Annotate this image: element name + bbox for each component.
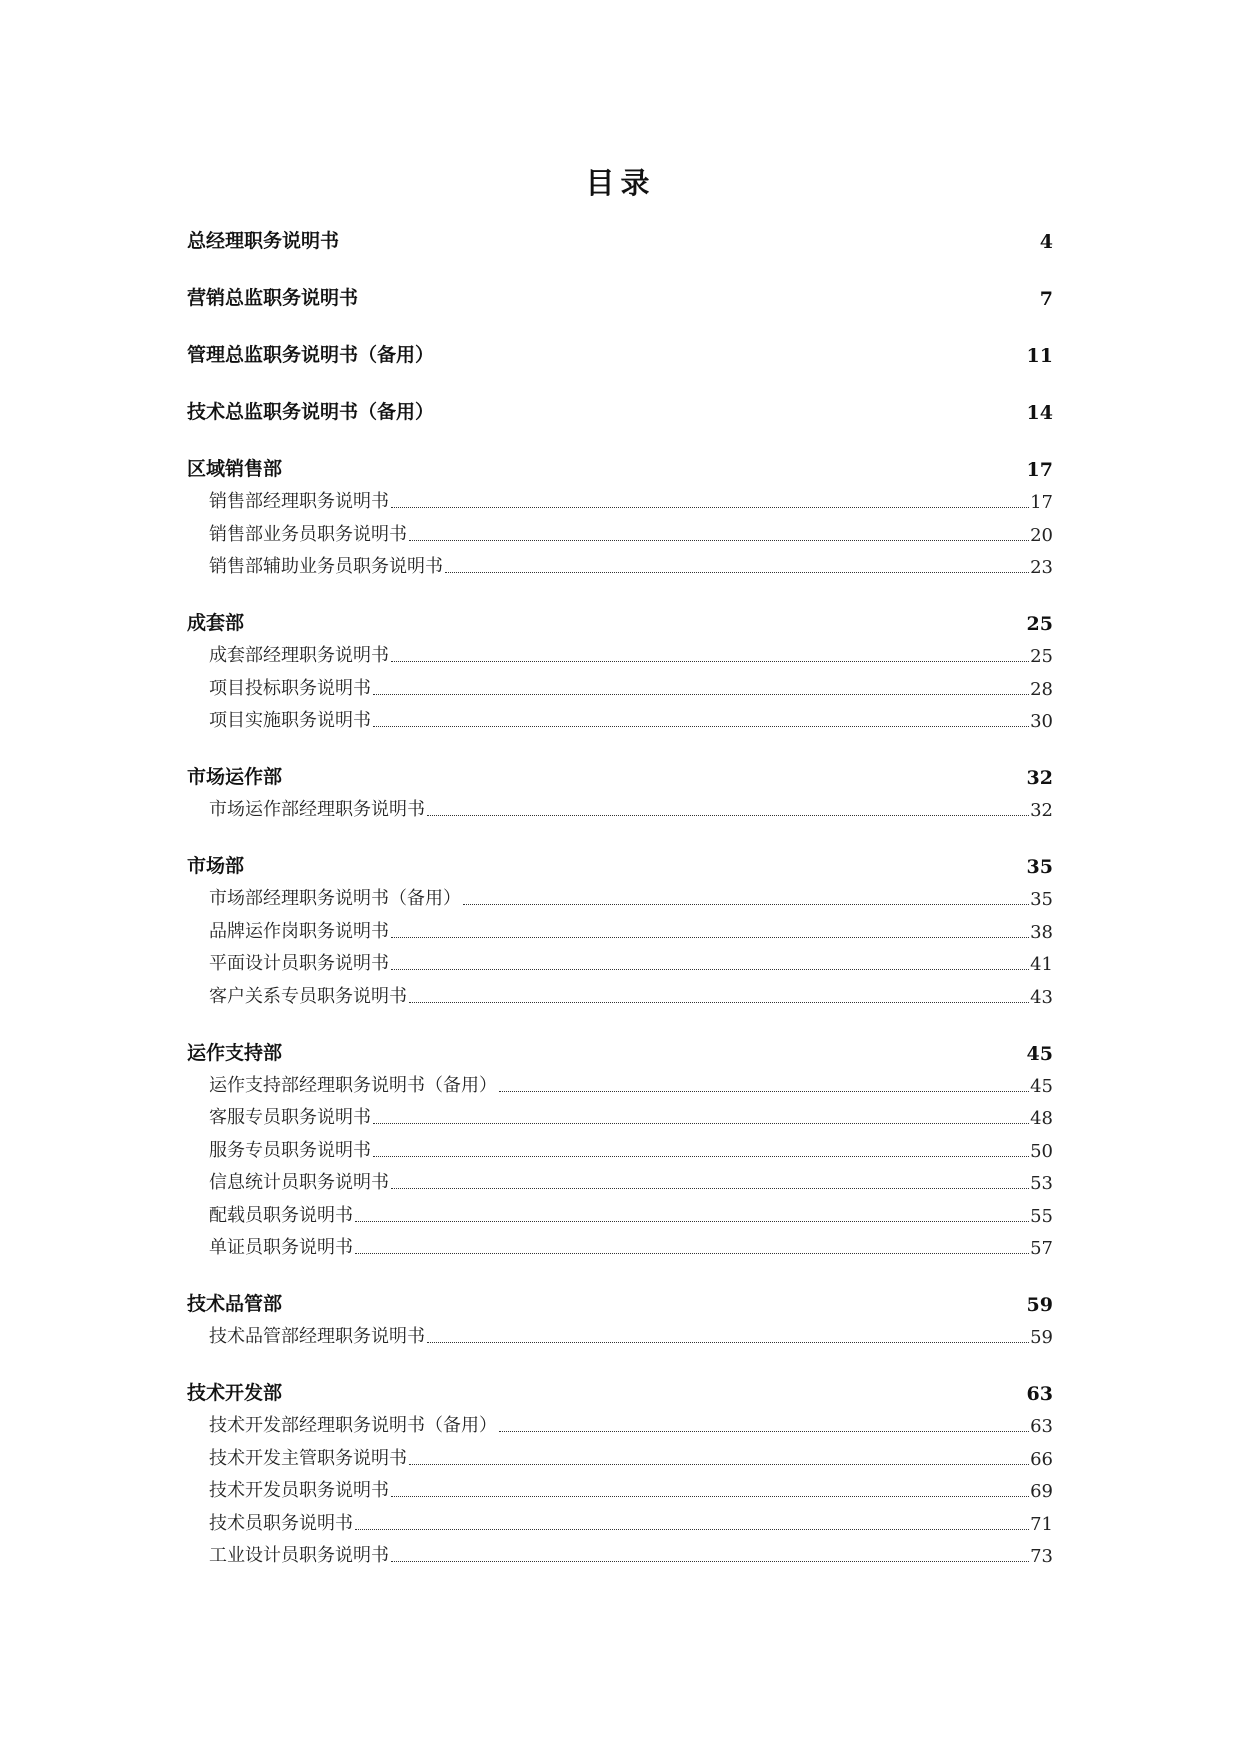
toc-page-number: 17: [1026, 459, 1053, 481]
toc-entry-label: 运作支持部: [187, 1041, 283, 1064]
toc-subentry-label: 品牌运作岗职务说明书: [209, 920, 389, 942]
toc-section: [187, 1039, 1053, 1260]
toc-subentry-label: 项目投标职务说明书: [209, 677, 371, 699]
toc-page-number: 41: [1030, 954, 1053, 975]
toc-page-number: 59: [1026, 1294, 1053, 1316]
toc-subentry[interactable]: [187, 556, 1053, 578]
toc-section: [187, 852, 1053, 1008]
toc-page-number: 63: [1026, 1383, 1053, 1405]
toc-subentry[interactable]: [187, 1326, 1053, 1348]
dot-leader: [373, 1123, 1029, 1124]
toc-page-number: 43: [1030, 986, 1053, 1008]
toc-entry-label: 营销总监职务说明书: [187, 287, 359, 309]
dot-leader: [391, 507, 1029, 508]
toc-subentry[interactable]: [187, 710, 1053, 732]
toc-page-number: 38: [1030, 921, 1053, 943]
toc-subentry-label: 平面设计员职务说明书: [209, 953, 389, 974]
toc-subentry[interactable]: [187, 953, 1053, 975]
toc-page-number: 35: [1026, 856, 1053, 878]
toc-subentry-label: 客服专员职务说明书: [209, 1107, 371, 1128]
toc-section-heading[interactable]: [187, 1039, 1053, 1065]
toc-section-heading[interactable]: [187, 763, 1053, 789]
toc-page-number: 45: [1026, 1042, 1053, 1065]
toc-subentry-label: 销售部业务员职务说明书: [209, 523, 407, 545]
dot-leader: [391, 969, 1029, 970]
toc-page-number: 55: [1030, 1205, 1053, 1227]
toc-subentry[interactable]: [187, 645, 1053, 667]
toc-entry-label: 技术品管部: [187, 1293, 283, 1315]
toc-subentry[interactable]: [187, 1513, 1053, 1535]
toc-page-number: 71: [1030, 1513, 1053, 1535]
toc-subentry-label: 项目实施职务说明书: [209, 710, 371, 731]
dot-leader: [355, 1221, 1029, 1222]
toc-subentry-label: 运作支持部经理职务说明书（备用）: [209, 1074, 497, 1096]
toc-section-heading[interactable]: [187, 609, 1053, 635]
toc-page-number: 48: [1030, 1108, 1053, 1129]
toc-entry[interactable]: [187, 341, 1053, 367]
toc-entry-label: 总经理职务说明书: [187, 230, 340, 252]
toc-subentry[interactable]: [187, 921, 1053, 943]
toc-subentry[interactable]: [187, 524, 1053, 546]
dot-leader: [445, 572, 1029, 573]
toc-page-number: 17: [1030, 492, 1053, 513]
toc-subentry-label: 技术开发部经理职务说明书（备用）: [209, 1415, 497, 1436]
dot-leader: [391, 937, 1029, 938]
toc-subentry[interactable]: [187, 491, 1053, 513]
toc-page-number: 32: [1030, 800, 1053, 821]
toc-subentry[interactable]: [187, 1545, 1053, 1567]
toc-section: [187, 1290, 1053, 1348]
toc-subentry-label: 销售部经理职务说明书: [209, 491, 389, 512]
dot-leader: [427, 815, 1029, 816]
toc-entry-label: 区域销售部: [187, 458, 283, 480]
toc-entry-label: 管理总监职务说明书（备用）: [187, 344, 435, 366]
dot-leader: [355, 1529, 1029, 1530]
toc-section-heading[interactable]: [187, 1290, 1053, 1316]
toc-page-number: 28: [1030, 678, 1053, 700]
dot-leader: [355, 1253, 1029, 1254]
toc-entry-label: 技术开发部: [187, 1382, 283, 1404]
toc-page-number: 7: [1039, 288, 1053, 310]
toc-subentry-label: 客户关系专员职务说明书: [209, 985, 407, 1007]
dot-leader: [409, 1464, 1029, 1465]
dot-leader: [409, 540, 1029, 541]
toc-section: [187, 1379, 1053, 1567]
toc-section-heading[interactable]: [187, 852, 1053, 878]
toc-subentry-label: 技术员职务说明书: [209, 1512, 353, 1534]
table-of-contents: [187, 227, 1053, 1598]
toc-entry-label: 市场部: [187, 855, 245, 877]
toc-page-number: 63: [1030, 1416, 1053, 1437]
toc-subentry[interactable]: [187, 888, 1053, 910]
dot-leader: [499, 1091, 1029, 1092]
dot-leader: [391, 1188, 1029, 1189]
toc-subentry[interactable]: [187, 1237, 1053, 1259]
toc-page-number: 57: [1030, 1238, 1053, 1259]
toc-subentry-label: 技术品管部经理职务说明书: [209, 1326, 425, 1347]
toc-page-number: 73: [1030, 1546, 1053, 1567]
toc-entry[interactable]: [187, 398, 1053, 424]
toc-page-number: 32: [1026, 767, 1053, 789]
toc-subentry[interactable]: [187, 1075, 1053, 1097]
toc-section-heading[interactable]: [187, 1379, 1053, 1405]
toc-entry-label: 成套部: [187, 612, 245, 634]
toc-subentry-label: 工业设计员职务说明书: [209, 1545, 389, 1566]
dot-leader: [373, 694, 1029, 695]
toc-section: [187, 609, 1053, 732]
toc-subentry-label: 技术开发主管职务说明书: [209, 1447, 407, 1469]
toc-page-number: 50: [1030, 1140, 1053, 1162]
toc-subentry[interactable]: [187, 1140, 1053, 1162]
toc-page-number: 30: [1030, 711, 1053, 732]
toc-page-number: 45: [1030, 1075, 1053, 1097]
toc-subentry[interactable]: [187, 1415, 1053, 1437]
dot-leader: [463, 904, 1029, 905]
toc-subentry-label: 市场部经理职务说明书（备用）: [209, 888, 461, 909]
toc-entry[interactable]: [187, 227, 1053, 253]
dot-leader: [391, 1496, 1029, 1497]
toc-subentry-label: 服务专员职务说明书: [209, 1139, 371, 1161]
toc-subentry[interactable]: [187, 1480, 1053, 1502]
toc-section: [187, 455, 1053, 578]
dot-leader: [499, 1431, 1029, 1432]
toc-page-number: 69: [1030, 1481, 1053, 1502]
toc-subentry[interactable]: [187, 1107, 1053, 1129]
toc-page-number: 35: [1030, 889, 1053, 910]
toc-page-number: 20: [1030, 524, 1053, 546]
toc-title: 目录: [585, 166, 656, 200]
dot-leader: [373, 726, 1029, 727]
toc-subentry-label: 单证员职务说明书: [209, 1237, 353, 1258]
dot-leader: [427, 1342, 1029, 1343]
toc-subentry-label: 市场运作部经理职务说明书: [209, 799, 425, 820]
dot-leader: [373, 1156, 1029, 1157]
toc-subentry-label: 配载员职务说明书: [209, 1204, 353, 1226]
toc-section-heading[interactable]: [187, 455, 1053, 481]
dot-leader: [409, 1002, 1029, 1003]
toc-subentry[interactable]: [187, 1172, 1053, 1194]
toc-entry-label: 技术总监职务说明书（备用）: [187, 401, 435, 423]
toc-entry-label: 市场运作部: [187, 766, 283, 788]
toc-subentry[interactable]: [187, 799, 1053, 821]
toc-page-number: 14: [1026, 402, 1053, 424]
toc-section: [187, 763, 1053, 821]
toc-page-number: 53: [1030, 1173, 1053, 1194]
dot-leader: [391, 661, 1029, 662]
toc-page-number: 25: [1026, 613, 1053, 635]
toc-subentry-label: 信息统计员职务说明书: [209, 1172, 389, 1193]
toc-page-number: 59: [1030, 1327, 1053, 1348]
toc-page-number: 66: [1030, 1448, 1053, 1470]
dot-leader: [391, 1561, 1029, 1562]
toc-entry[interactable]: [187, 284, 1053, 310]
toc-subentry-label: 成套部经理职务说明书: [209, 645, 389, 666]
toc-subentry[interactable]: [187, 1205, 1053, 1227]
toc-page-number: 11: [1026, 345, 1053, 367]
toc-page-number: 23: [1030, 557, 1053, 578]
toc-subentry[interactable]: [187, 986, 1053, 1008]
toc-subentry-label: 销售部辅助业务员职务说明书: [209, 556, 443, 577]
toc-subentry[interactable]: [187, 678, 1053, 700]
toc-subentry-label: 技术开发员职务说明书: [209, 1480, 389, 1501]
toc-subentry[interactable]: [187, 1448, 1053, 1470]
toc-page-number: 4: [1039, 231, 1053, 253]
toc-page-number: 25: [1030, 646, 1053, 667]
